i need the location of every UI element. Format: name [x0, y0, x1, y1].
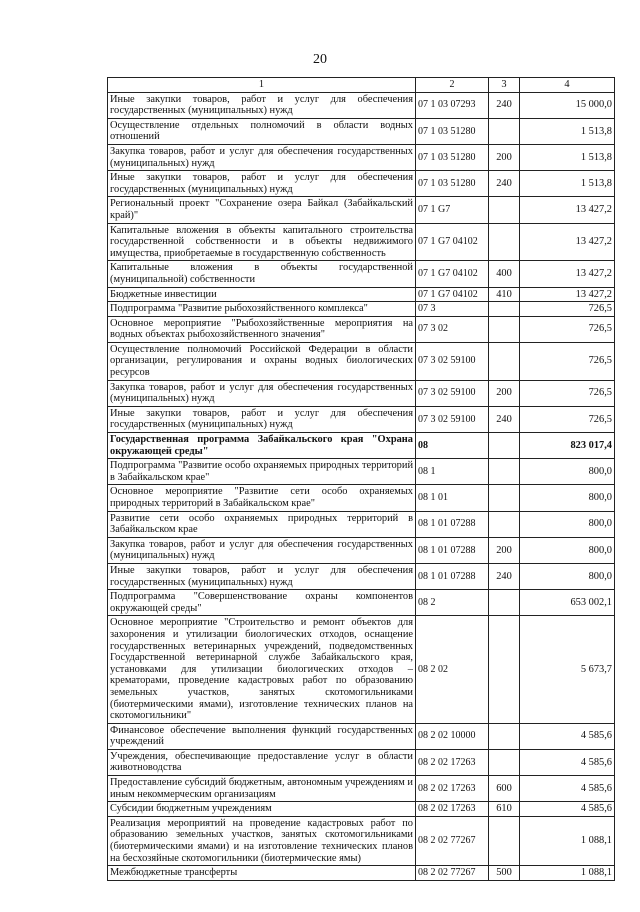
row-code: 08 1 01 07288 [416, 537, 489, 563]
row-code: 07 1 03 07293 [416, 92, 489, 118]
row-amount: 726,5 [520, 380, 615, 406]
row-code: 07 1 G7 04102 [416, 287, 489, 302]
row-code: 08 2 02 17263 [416, 776, 489, 802]
row-amount: 800,0 [520, 511, 615, 537]
row-name: Закупка товаров, работ и услуг для обеспечения государственных (муниципальных) нужд [108, 537, 416, 563]
row-code: 08 2 02 17263 [416, 749, 489, 775]
row-name: Межбюджетные трансферты [108, 866, 416, 881]
table-row [108, 816, 615, 865]
row-code: 07 1 G7 04102 [416, 223, 489, 261]
table-row [108, 616, 615, 723]
row-amount: 800,0 [520, 563, 615, 589]
row-amount: 4 585,6 [520, 749, 615, 775]
row-name: Закупка товаров, работ и услуг для обеспечения государственных (муниципальных) нужд [108, 380, 416, 406]
table-row [108, 433, 615, 459]
row-amount: 800,0 [520, 537, 615, 563]
row-name: Основное мероприятие "Развитие сети особо охраняемых природных территорий в Забайкальском крае" [108, 485, 416, 511]
row-name: Субсидии бюджетным учреждениям [108, 802, 416, 817]
row-name: Основное мероприятие "Рыбохозяйственные мероприятия на водных объектах рыбохозяйственного значения" [108, 316, 416, 342]
row-amount: 800,0 [520, 485, 615, 511]
row-expense-type: 610 [489, 802, 520, 817]
row-name: Государственная программа Забайкальского края "Охрана окружающей среды" [108, 433, 416, 459]
row-amount: 800,0 [520, 459, 615, 485]
row-name: Подпрограмма "Совершенствование охраны компонентов окружающей среды" [108, 590, 416, 616]
row-name: Региональный проект "Сохранение озера Байкал (Забайкальский край)" [108, 197, 416, 223]
row-expense-type [489, 342, 520, 380]
row-code: 08 2 02 77267 [416, 816, 489, 865]
row-name: Осуществление отдельных полномочий в области водных отношений [108, 118, 416, 144]
table-row [108, 287, 615, 302]
table-row [108, 563, 615, 589]
table-row [108, 342, 615, 380]
row-amount: 1 088,1 [520, 866, 615, 881]
row-expense-type: 240 [489, 92, 520, 118]
row-name: Иные закупки товаров, работ и услуг для обеспечения государственных (муниципальных) нужд [108, 563, 416, 589]
row-amount: 13 427,2 [520, 223, 615, 261]
row-code: 08 2 02 [416, 616, 489, 723]
row-expense-type [489, 459, 520, 485]
table-row [108, 802, 615, 817]
row-expense-type [489, 197, 520, 223]
row-code: 08 2 [416, 590, 489, 616]
row-code: 08 1 01 07288 [416, 511, 489, 537]
row-amount: 13 427,2 [520, 197, 615, 223]
row-amount: 653 002,1 [520, 590, 615, 616]
row-expense-type: 240 [489, 563, 520, 589]
row-expense-type [489, 749, 520, 775]
row-expense-type: 500 [489, 866, 520, 881]
row-expense-type [489, 590, 520, 616]
row-amount: 4 585,6 [520, 723, 615, 749]
row-expense-type: 240 [489, 406, 520, 432]
table-row [108, 406, 615, 432]
header-col-2: 2 [416, 78, 489, 93]
row-amount: 726,5 [520, 302, 615, 317]
table-header-row [108, 78, 615, 93]
row-code: 07 3 02 [416, 316, 489, 342]
row-amount: 1 088,1 [520, 816, 615, 865]
row-code: 07 3 02 59100 [416, 342, 489, 380]
row-amount: 726,5 [520, 406, 615, 432]
row-code: 07 3 [416, 302, 489, 317]
row-name: Закупка товаров, работ и услуг для обеспечения государственных (муниципальных) нужд [108, 144, 416, 170]
row-expense-type [489, 816, 520, 865]
row-code: 07 1 G7 04102 [416, 261, 489, 287]
row-expense-type [489, 485, 520, 511]
row-name: Иные закупки товаров, работ и услуг для обеспечения государственных (муниципальных) нужд [108, 92, 416, 118]
row-amount: 1 513,8 [520, 144, 615, 170]
table-row [108, 776, 615, 802]
table-row [108, 590, 615, 616]
row-name: Основное мероприятие "Строительство и ремонт объектов для захоронения и утилизации биологических отходов, оснащение государственных ветеринарных учреждений, подведомственных Государственной ветеринарной службе Забайкальского края, установками для утилизации биологических отходов – крематорами, проведение кадастровых работ по образованию земельных участков, занятых скотомогильниками (биотермическими ямами), изготовление технических планов на скотомогильники" [108, 616, 416, 723]
row-name: Капитальные вложения в объекты государственной (муниципальной) собственности [108, 261, 416, 287]
row-name: Подпрограмма "Развитие рыбохозяйственного комплекса" [108, 302, 416, 317]
table-row [108, 316, 615, 342]
row-code: 08 2 02 10000 [416, 723, 489, 749]
row-code: 07 1 03 51280 [416, 171, 489, 197]
row-code: 07 1 G7 [416, 197, 489, 223]
row-code: 07 1 03 51280 [416, 144, 489, 170]
page-number: 20 [313, 52, 327, 67]
table-row [108, 223, 615, 261]
table-row [108, 537, 615, 563]
row-code: 07 1 03 51280 [416, 118, 489, 144]
table-row [108, 171, 615, 197]
table-row [108, 749, 615, 775]
row-amount: 4 585,6 [520, 776, 615, 802]
row-expense-type [489, 511, 520, 537]
row-code: 08 2 02 77267 [416, 866, 489, 881]
row-amount: 726,5 [520, 342, 615, 380]
row-expense-type: 200 [489, 537, 520, 563]
row-expense-type: 200 [489, 144, 520, 170]
row-code: 08 2 02 17263 [416, 802, 489, 817]
row-name: Иные закупки товаров, работ и услуг для обеспечения государственных (муниципальных) нужд [108, 171, 416, 197]
row-amount: 5 673,7 [520, 616, 615, 723]
table-row [108, 511, 615, 537]
table-row [108, 118, 615, 144]
row-name: Капитальные вложения в объекты капитального строительства государственной собственности и в объекты недвижимого имущества, приобретаемые в государственную собственность [108, 223, 416, 261]
row-name: Предоставление субсидий бюджетным, автономным учреждениям и иным некоммерческим организациям [108, 776, 416, 802]
header-col-3: 3 [489, 78, 520, 93]
row-name: Осуществление полномочий Российской Федерации в области организации, регулирования и охраны водных биологических ресурсов [108, 342, 416, 380]
header-col-1: 1 [108, 78, 416, 93]
row-name: Бюджетные инвестиции [108, 287, 416, 302]
table-row [108, 866, 615, 881]
row-expense-type [489, 723, 520, 749]
row-name: Подпрограмма "Развитие особо охраняемых природных территорий в Забайкальском крае" [108, 459, 416, 485]
row-code: 08 [416, 433, 489, 459]
table-row [108, 302, 615, 317]
row-name: Иные закупки товаров, работ и услуг для обеспечения государственных (муниципальных) нужд [108, 406, 416, 432]
budget-table [107, 77, 615, 881]
row-expense-type [489, 118, 520, 144]
table-row [108, 459, 615, 485]
row-name: Реализация мероприятий на проведение кадастровых работ по образованию земельных участков, занятых скотомогильниками (биотермическими ямами) и на изготовление технических планов на бесхозяйные скотомогильники (биотермические ямы) [108, 816, 416, 865]
table-row [108, 723, 615, 749]
row-amount: 823 017,4 [520, 433, 615, 459]
row-expense-type [489, 433, 520, 459]
row-amount: 4 585,6 [520, 802, 615, 817]
row-code: 08 1 01 07288 [416, 563, 489, 589]
row-code: 08 1 01 [416, 485, 489, 511]
row-code: 07 3 02 59100 [416, 380, 489, 406]
table-row [108, 261, 615, 287]
table-row [108, 197, 615, 223]
row-amount: 1 513,8 [520, 118, 615, 144]
row-expense-type: 600 [489, 776, 520, 802]
table-row [108, 144, 615, 170]
header-col-4: 4 [520, 78, 615, 93]
table-row [108, 92, 615, 118]
row-expense-type: 240 [489, 171, 520, 197]
row-expense-type [489, 302, 520, 317]
row-name: Финансовое обеспечение выполнения функций государственных учреждений [108, 723, 416, 749]
row-amount: 726,5 [520, 316, 615, 342]
row-name: Учреждения, обеспечивающие предоставление услуг в области животноводства [108, 749, 416, 775]
row-expense-type: 200 [489, 380, 520, 406]
row-amount: 13 427,2 [520, 261, 615, 287]
row-expense-type: 400 [489, 261, 520, 287]
row-expense-type [489, 223, 520, 261]
table-row [108, 485, 615, 511]
row-expense-type [489, 616, 520, 723]
row-amount: 1 513,8 [520, 171, 615, 197]
row-code: 07 3 02 59100 [416, 406, 489, 432]
row-name: Развитие сети особо охраняемых природных территорий в Забайкальском крае [108, 511, 416, 537]
row-expense-type [489, 316, 520, 342]
row-amount: 13 427,2 [520, 287, 615, 302]
table-row [108, 380, 615, 406]
row-code: 08 1 [416, 459, 489, 485]
row-amount: 15 000,0 [520, 92, 615, 118]
row-expense-type: 410 [489, 287, 520, 302]
